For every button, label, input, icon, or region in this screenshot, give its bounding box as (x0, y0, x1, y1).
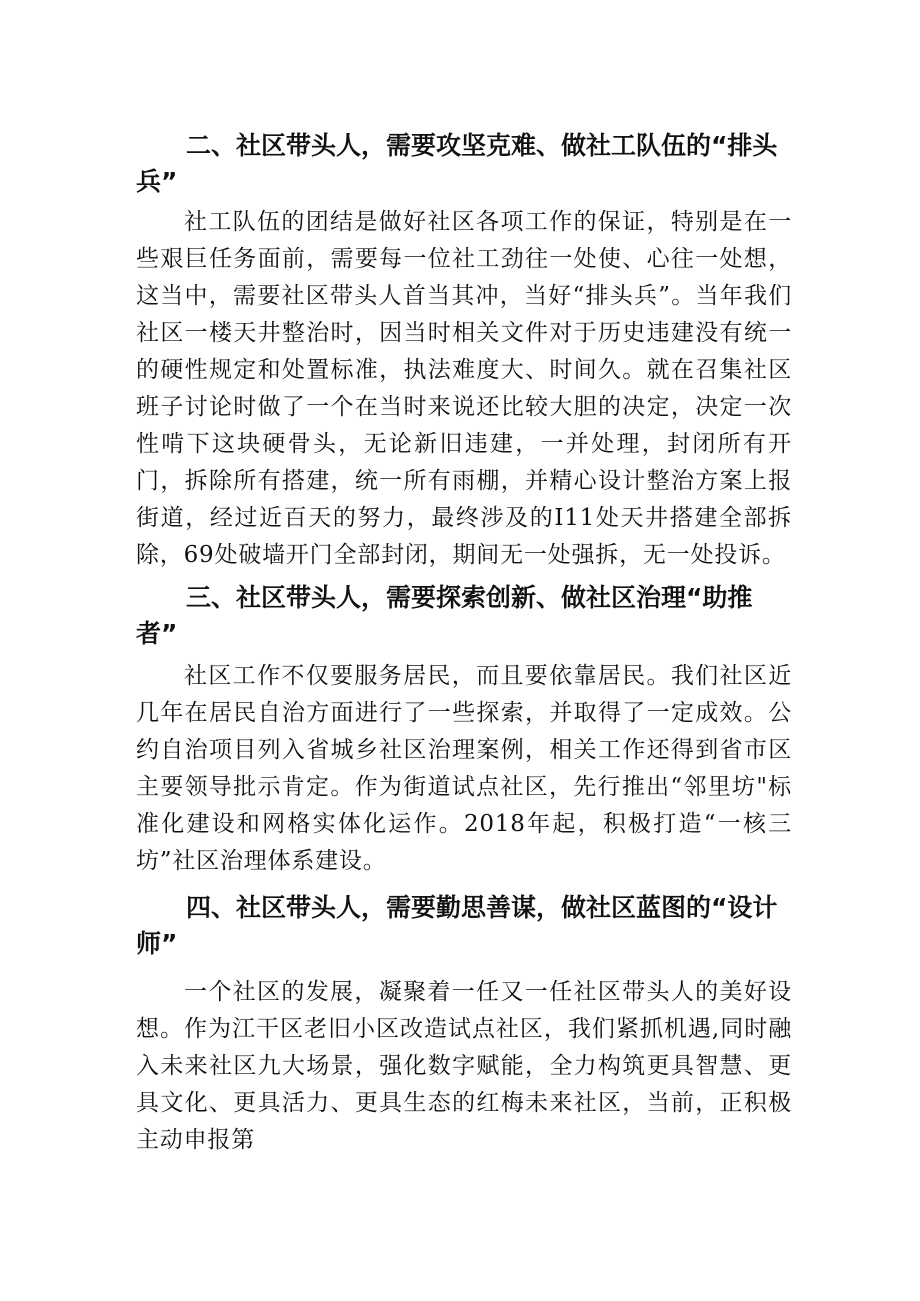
document-body (136, 128, 792, 1159)
section-heading-4: 四、社区带头人，需要勤思善谋，做社区蓝图的“设计师” (136, 893, 778, 958)
section-heading-3: 三、社区带头人，需要探索创新、做社区治理“助推者” (136, 583, 753, 648)
section-paragraph-4: 一个社区的发展，凝聚着一任又一任社区带头人的美好设想。作为江干区老旧小区改造试点社区，我们紧抓机遇,同时融入未来社区九大场景，强化数字赋能，全力构筑更具智慧、更具文化、更具活力、更具生态的红梅未来社区，当前，正积极主动申报第 (136, 979, 792, 1153)
section-paragraph-3: 社区工作不仅要服务居民，而且要依靠居民。我们社区近几年在居民自治方面进行了一些探索，并取得了一定成效。公约自治项目列入省城乡社区治理案例，相关工作还得到省市区主要领导批示肯定。作为街道试点社区，先行推出“邻里坊"标准化建设和网格实体化运作。2018年起，积极打造“一核三坊”社区治理体系建设。 (136, 663, 792, 874)
section-paragraph-2: 社工队伍的团结是做好社区各项工作的保证，特别是在一些艰巨任务面前，需要每一位社工劲往一处使、心往一处想，这当中，需要社区带头人首当其冲，当好“排头兵”。当年我们社区一楼天井整治时，因当时相关文件对于历史违建没有统一的硬性规定和处置标准，执法难度大、时间久。就在召集社区班子讨论时做了一个在当时来说还比较大胆的决定，决定一次性啃下这块硬骨头，无论新旧违建，一并处理，封闭所有开门，拆除所有搭建，统一所有雨棚，并精心设计整治方案上报街道，经过近百天的努力，最终涉及的I11处天井搭建全部拆除，69处破墙开门全部封闭，期间无一处强拆，无一处投诉。 (136, 209, 792, 568)
section-heading-2: 二、社区带头人，需要攻坚克难、做社工队伍的“排头兵” (136, 131, 778, 196)
